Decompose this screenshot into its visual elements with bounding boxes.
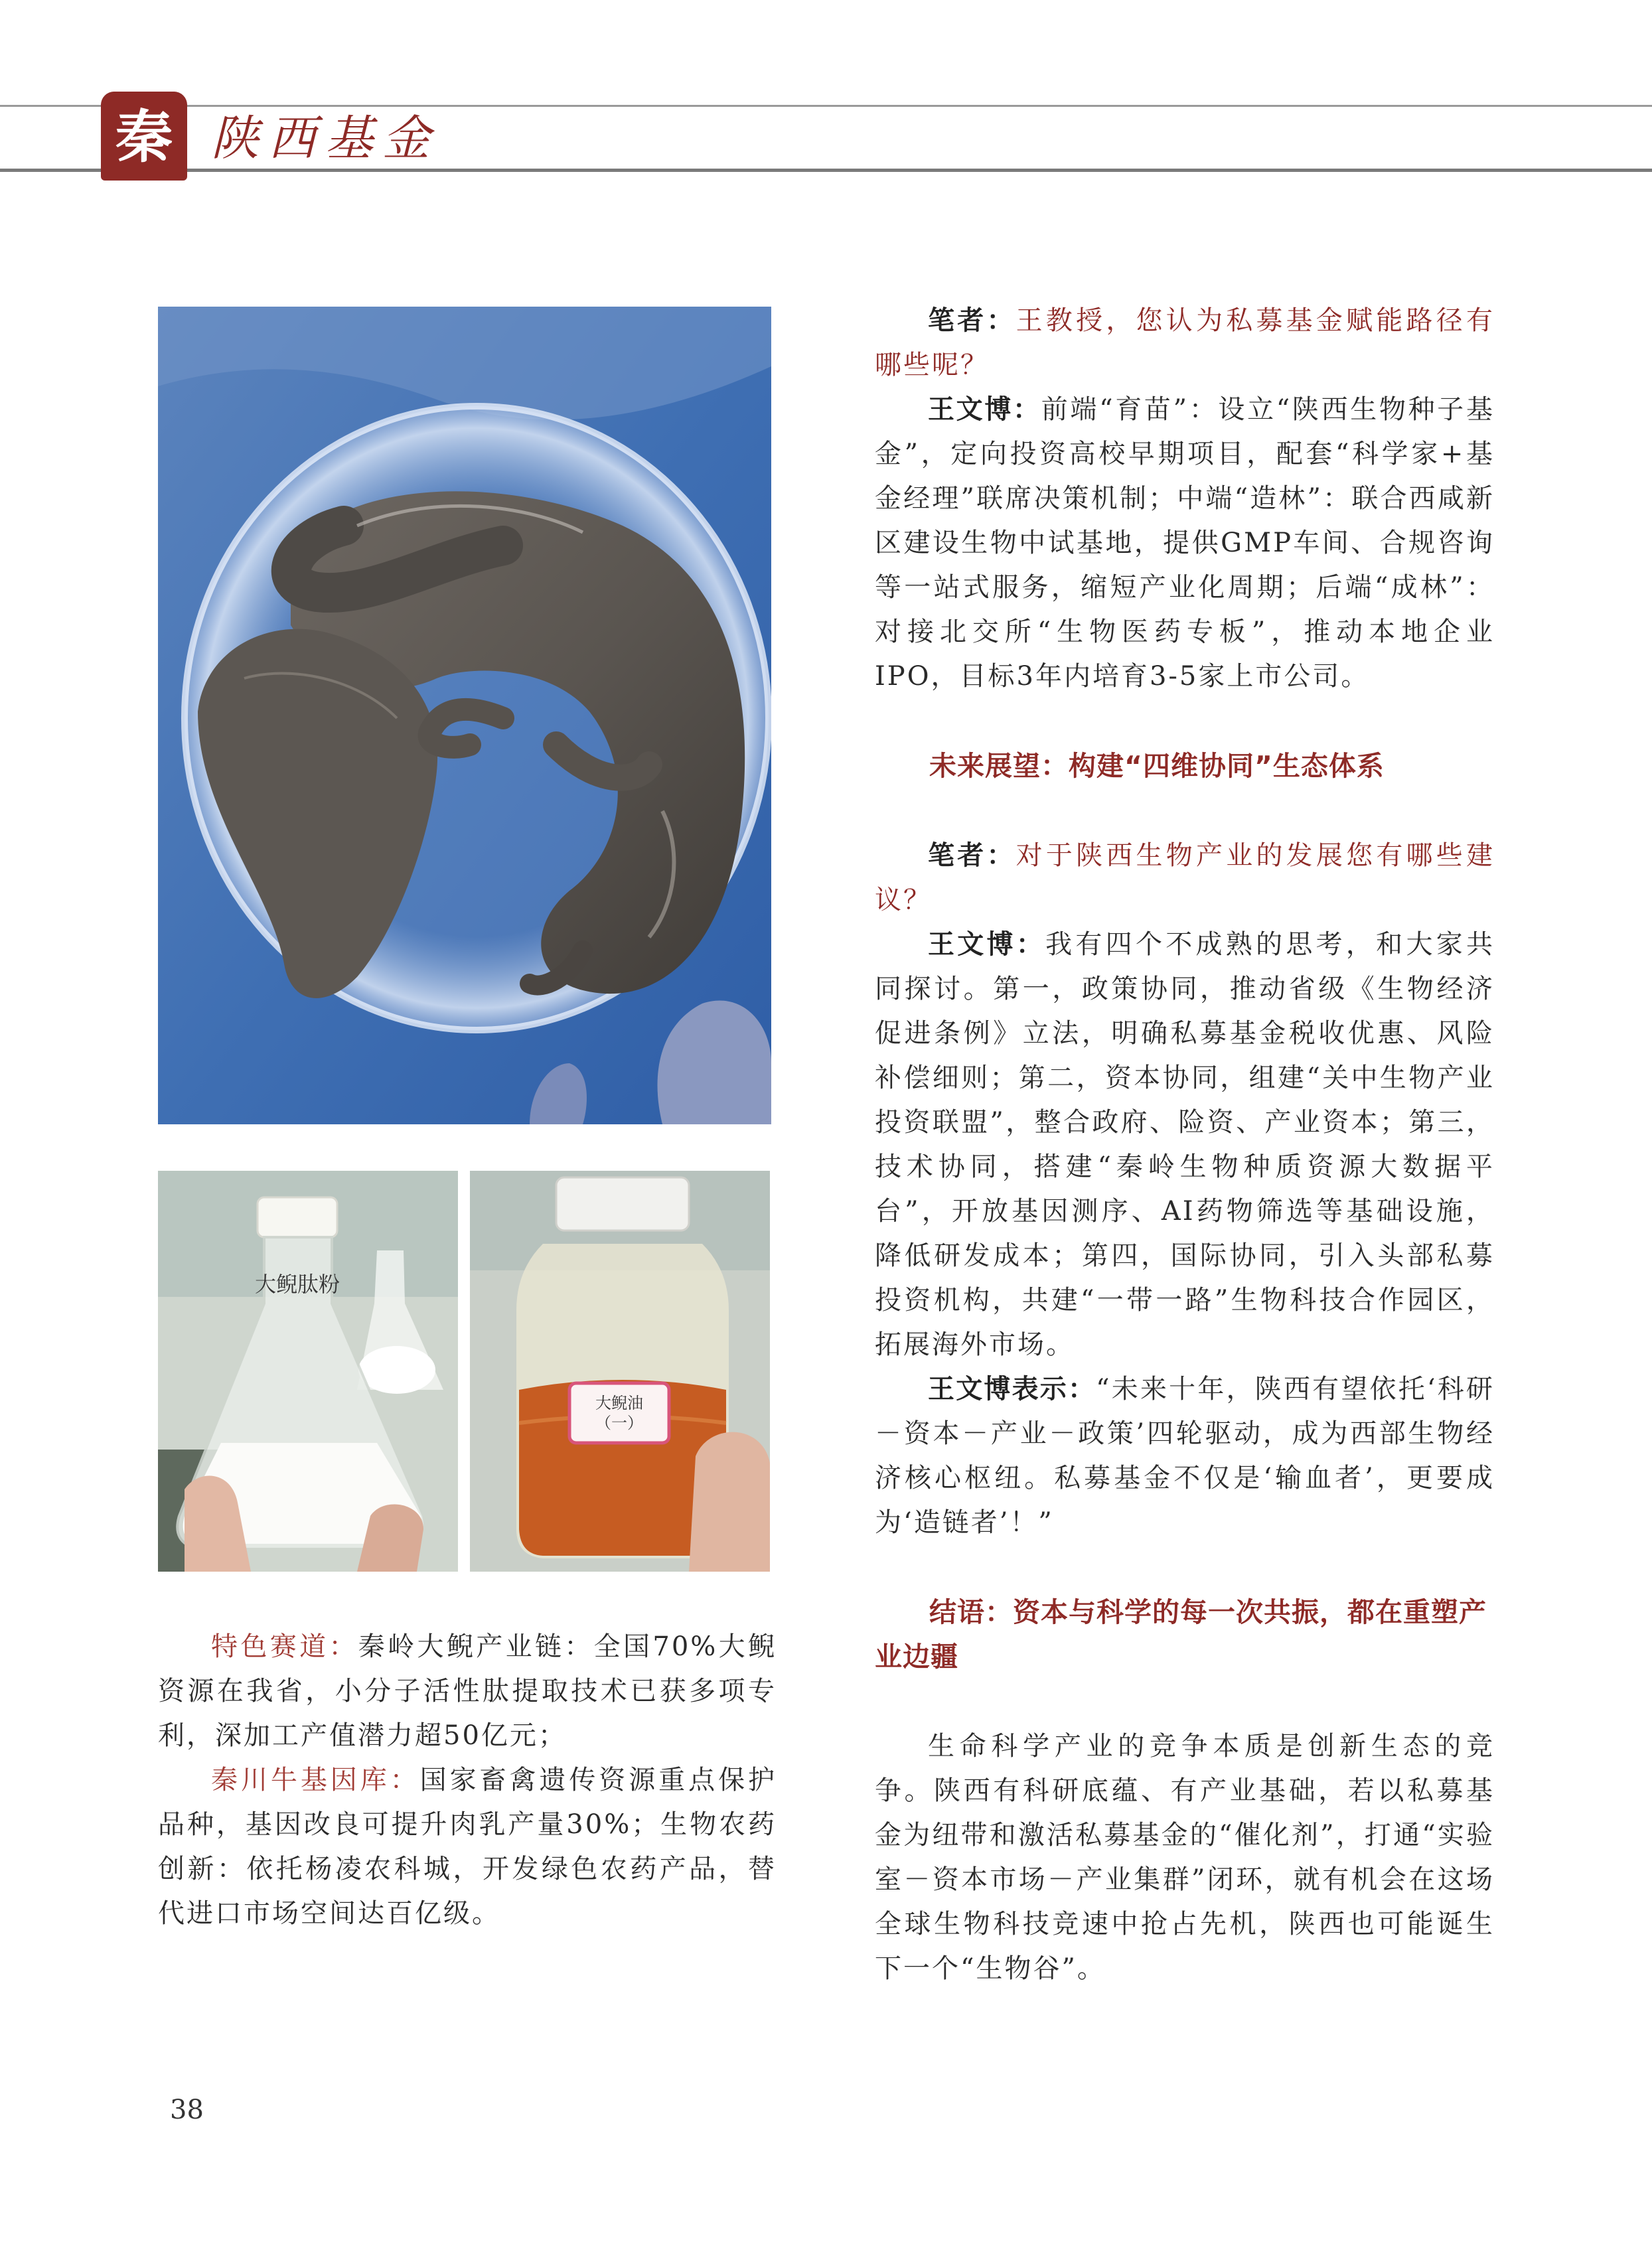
salamander-oil-photo bbox=[470, 1171, 770, 1572]
speaker-wang: 王文博： bbox=[928, 394, 1041, 425]
feature-text-1: 秦岭大鲵产业链：全国70%大鲵资源在我省，小分子活性肽提取技术已获多项专利，深加工产值潜力超50亿元； bbox=[158, 1631, 777, 1751]
feature-label-1: 特色赛道： bbox=[211, 1631, 358, 1662]
header-rule-top bbox=[0, 105, 1652, 107]
feature-paragraph-2 bbox=[158, 1758, 777, 1936]
answer-1-text: 前端“育苗”：设立“陕西生物种子基金”，定向投资高校早期项目，配套“科学家+基金经理”联席决策机制；中端“造林”：联合西咸新区建设生物中试基地，提供GMP车间、合规咨询等一站式服务，缩短产业化周期；后端“成林”：对接北交所“生物医药专板”，推动本地企业IPO，目标3年内培育3-5家上市公司。 bbox=[875, 394, 1495, 692]
question-1-text: 王教授，您认为私募基金赋能路径有哪些呢？ bbox=[875, 305, 1495, 380]
answer-3 bbox=[875, 1367, 1495, 1545]
section-heading-outlook: 未来展望：构建“四维协同”生态体系 bbox=[929, 750, 1385, 782]
left-column bbox=[158, 1625, 777, 1936]
oil-bottle-label: 大鲵油（一） bbox=[595, 1394, 643, 1432]
speaker-author: 笔者： bbox=[928, 305, 1016, 336]
powder-flask-label: 大鲵肽粉 bbox=[254, 1272, 340, 1297]
peptide-powder-photo bbox=[158, 1171, 458, 1572]
question-2-text: 对于陕西生物产业的发展您有哪些建议？ bbox=[875, 840, 1495, 915]
right-column bbox=[875, 299, 1495, 1991]
speaker-wang: 王文博： bbox=[928, 929, 1046, 960]
answer-2-text: 我有四个不成熟的思考，和大家共同探讨。第一，政策协同，推动省级《生物经济促进条例》立法，明确私募基金税收优惠、风险补偿细则；第二，资本协同，组建“关中生物产业投资联盟”，整合政府、险资、产业资本；第三，技术协同，搭建“秦岭生物种质资源大数据平台”，开放基因测序、AI药物筛选等基础设施，降低研发成本；第四，国际协同，引入头部私募投资机构，共建“一带一路”生物科技合作园区，拓展海外市场。 bbox=[875, 929, 1495, 1360]
header-rule-bottom bbox=[0, 169, 1652, 172]
page-number: 38 bbox=[170, 2095, 204, 2125]
seal-char: 秦 bbox=[115, 104, 173, 171]
feature-text-2: 国家畜禽遗传资源重点保护品种，基因改良可提升肉乳产量30%；生物农药创新：依托杨凌农科城，开发绿色农药产品，替代进口市场空间达百亿级。 bbox=[158, 1765, 777, 1929]
feature-paragraph-1 bbox=[158, 1625, 777, 1758]
answer-1 bbox=[875, 388, 1495, 699]
magazine-logo-seal bbox=[101, 92, 187, 181]
salamander-photo bbox=[158, 307, 771, 1124]
closing-paragraph: 生命科学产业的竞争本质是创新生态的竞争。陕西有科研底蕴、有产业基础，若以私募基金为纽带和激活私募基金的“催化剂”，打通“实验室－资本市场－产业集群”闭环，就有机会在这场全球生物科技竞速中抢占先机，陕西也可能诞生下一个“生物谷”。 bbox=[875, 1731, 1495, 1984]
feature-label-2: 秦川牛基因库： bbox=[211, 1765, 420, 1795]
speaker-author: 笔者： bbox=[928, 840, 1016, 871]
section-heading-conclusion: 结语：资本与科学的每一次共振，都在重塑产业边疆 bbox=[875, 1596, 1487, 1673]
question-2 bbox=[875, 834, 1495, 923]
speaker-wang-statement: 王文博表示： bbox=[928, 1374, 1096, 1404]
answer-2 bbox=[875, 923, 1495, 1367]
answer-3-text: “未来十年，陕西有望依托‘科研－资本－产业－政策’四轮驱动，成为西部生物经济核心枢纽。私募基金不仅是‘输血者’，更要成为‘造链者’！” bbox=[875, 1374, 1495, 1538]
question-1 bbox=[875, 299, 1495, 388]
magazine-title: 陕西基金 bbox=[211, 110, 440, 166]
